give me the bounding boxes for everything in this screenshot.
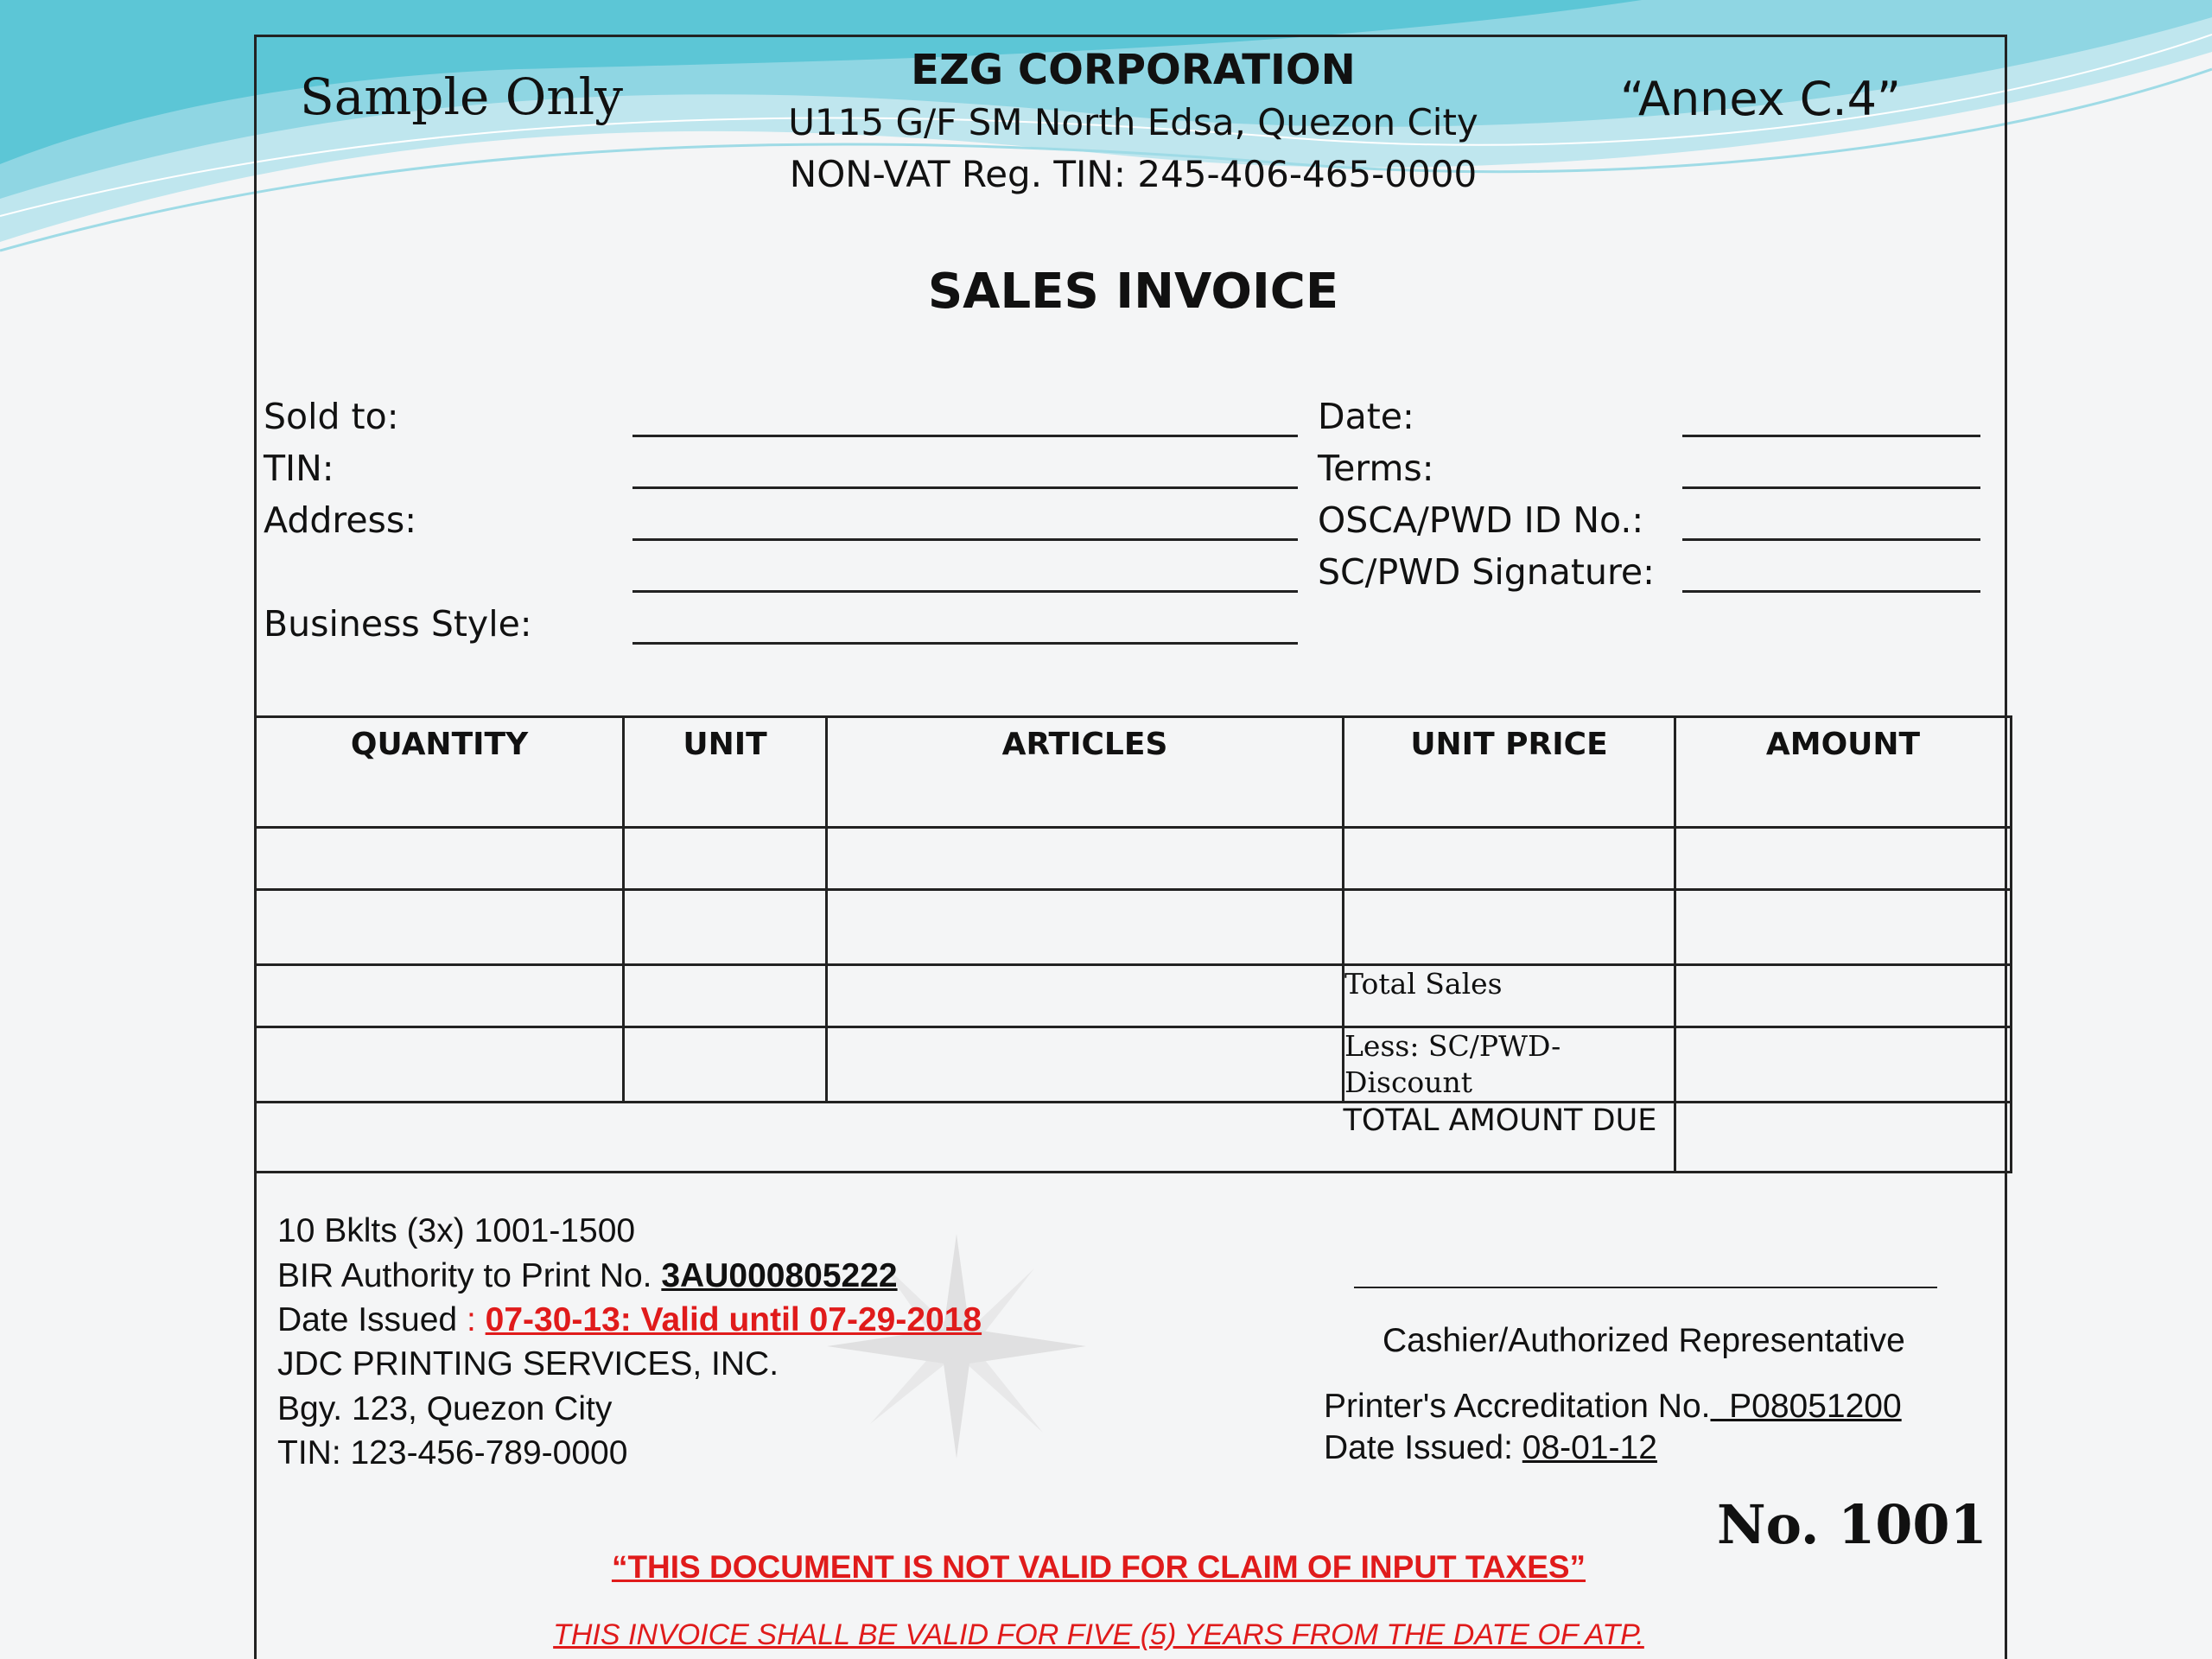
unit-price-cell[interactable]	[1344, 828, 1675, 890]
date-issued-line	[277, 1301, 982, 1339]
accreditation-label: Printer's Accreditation No.	[1324, 1388, 1711, 1425]
osca-id-field[interactable]	[1682, 538, 1980, 541]
articles-cell[interactable]	[827, 890, 1344, 965]
signature-label: SC/PWD Signature:	[1318, 551, 1655, 593]
date-separator: :	[457, 1301, 486, 1338]
column-header-amount: AMOUNT	[1675, 717, 2012, 828]
column-header-unit-price: UNIT PRICE	[1344, 717, 1675, 828]
articles-cell[interactable]	[827, 1027, 1344, 1103]
articles-cell[interactable]	[827, 965, 1344, 1027]
table-row	[256, 1103, 2012, 1173]
sold-to-field[interactable]	[632, 435, 1298, 437]
total-sales-label: Total Sales	[1344, 965, 1675, 1027]
quantity-cell[interactable]	[256, 828, 624, 890]
total-due-amount[interactable]	[1675, 1103, 2012, 1173]
sales-invoice-form	[254, 35, 2007, 1659]
blank-cell	[827, 1103, 1344, 1173]
serial-number: No. 1001	[1717, 1493, 1987, 1556]
signature-field[interactable]	[1682, 590, 1980, 593]
discount-label	[1344, 1027, 1675, 1103]
table-row	[256, 890, 2012, 965]
company-address: U115 G/F SM North Edsa, Quezon City	[788, 101, 1478, 143]
unit-cell[interactable]	[624, 965, 827, 1027]
quantity-cell[interactable]	[256, 1027, 624, 1103]
address-field-line-2[interactable]	[632, 590, 1298, 593]
accreditation-number: P08051200	[1710, 1388, 1902, 1425]
unit-cell[interactable]	[624, 828, 827, 890]
printer-tin: TIN: 123-456-789-0000	[277, 1434, 628, 1471]
cashier-label: Cashier/Authorized Representative	[1382, 1322, 1905, 1359]
address-field[interactable]	[632, 538, 1298, 541]
date-label: Date:	[1318, 396, 1414, 437]
tin-label: TIN:	[264, 448, 334, 489]
blank-cell	[624, 1103, 827, 1173]
company-name: EZG CORPORATION	[911, 46, 1356, 94]
articles-cell[interactable]	[827, 828, 1344, 890]
accreditation-date-line	[1324, 1429, 1657, 1467]
sold-to-label: Sold to:	[264, 396, 399, 437]
column-header-quantity: QUANTITY	[256, 717, 624, 828]
quantity-cell[interactable]	[256, 965, 624, 1027]
input-tax-notice: “THIS DOCUMENT IS NOT VALID FOR CLAIM OF INPUT TAXES”	[611, 1549, 1586, 1585]
terms-label: Terms:	[1318, 448, 1434, 489]
items-table	[254, 715, 2012, 1173]
atp-label: BIR Authority to Print No.	[277, 1257, 652, 1294]
discount-label-line-1: Less: SC/PWD-	[1344, 1029, 1561, 1063]
date-field[interactable]	[1682, 435, 1980, 437]
amount-cell[interactable]	[1675, 890, 2012, 965]
osca-id-label: OSCA/PWD ID No.:	[1318, 499, 1644, 541]
printer-address: Bgy. 123, Quezon City	[277, 1390, 613, 1427]
business-style-label: Business Style:	[264, 603, 532, 645]
table-row	[256, 965, 2012, 1027]
terms-field[interactable]	[1682, 486, 1980, 489]
amount-cell[interactable]	[1675, 828, 2012, 890]
table-row	[256, 828, 2012, 890]
document-title: SALES INVOICE	[927, 264, 1339, 320]
company-tin: NON-VAT Reg. TIN: 245-406-465-0000	[789, 153, 1478, 195]
date-issued-label: Date Issued	[277, 1301, 458, 1338]
unit-cell[interactable]	[624, 890, 827, 965]
printer-name: JDC PRINTING SERVICES, INC.	[277, 1345, 779, 1382]
blank-cell	[256, 1103, 624, 1173]
business-style-field[interactable]	[632, 642, 1298, 645]
signature-line[interactable]	[1354, 1287, 1937, 1288]
total-sales-amount[interactable]	[1675, 965, 2012, 1027]
atp-number: 3AU000805222	[661, 1257, 898, 1294]
discount-label-line-2: Discount	[1344, 1065, 1473, 1099]
discount-amount[interactable]	[1675, 1027, 2012, 1103]
tin-field[interactable]	[632, 486, 1298, 489]
unit-cell[interactable]	[624, 1027, 827, 1103]
quantity-cell[interactable]	[256, 890, 624, 965]
validity-notice: THIS INVOICE SHALL BE VALID FOR FIVE (5) YEARS FROM THE DATE OF ATP.	[553, 1618, 1644, 1651]
atp-validity: 07-30-13: Valid until 07-29-2018	[485, 1301, 982, 1338]
table-row	[256, 1027, 2012, 1103]
column-header-articles: ARTICLES	[827, 717, 1344, 828]
booklet-info: 10 Bklts (3x) 1001-1500	[277, 1212, 636, 1249]
sample-watermark: Sample Only	[300, 67, 623, 126]
accreditation-line	[1324, 1388, 1902, 1426]
atp-line	[277, 1257, 898, 1295]
accreditation-date-label: Date Issued:	[1324, 1429, 1522, 1466]
total-due-label: TOTAL AMOUNT DUE	[1344, 1103, 1675, 1173]
address-label: Address:	[264, 499, 417, 541]
column-header-unit: UNIT	[624, 717, 827, 828]
accreditation-date: 08-01-12	[1522, 1429, 1657, 1466]
annex-label: “Annex C.4”	[1619, 72, 1901, 126]
unit-price-cell[interactable]	[1344, 890, 1675, 965]
